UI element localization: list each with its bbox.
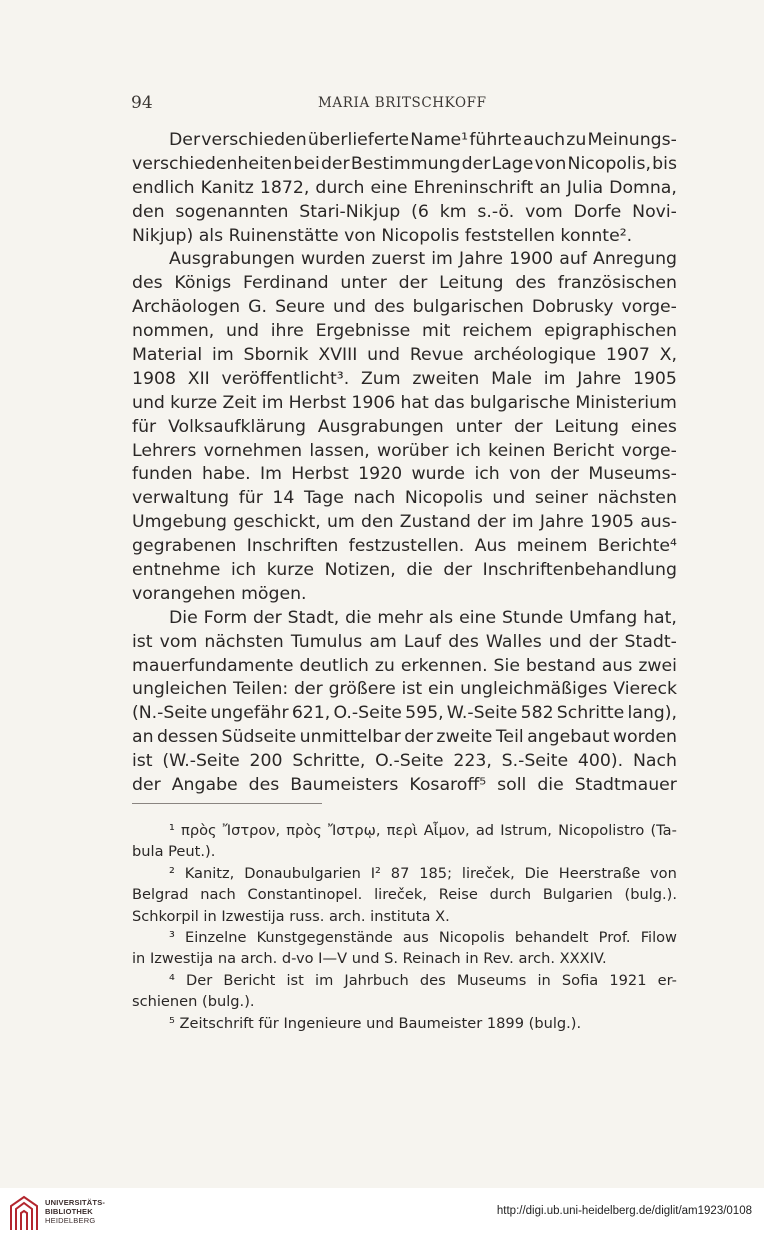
body-text-line: Archäologen G. Seure und des bulgarischen Dobrusky vorge- (132, 297, 677, 318)
body-text-line: Der verschieden überlieferte Name¹ führte auch zu Meinungs- (169, 130, 677, 150)
footnote-line: ³ Einzelne Kunstgegenstände aus Nicopolis behandelt Prof. Filow (169, 928, 677, 946)
permalink-url[interactable]: http://digi.ub.uni-heidelberg.de/diglit/am1923/0108 (496, 1205, 752, 1217)
body-text-line: der Angabe des Baumeisters Kosaroff⁵ soll die Stadtmauer (132, 775, 677, 796)
library-name-line: HEIDELBERG (45, 1216, 96, 1225)
body-text-line: vorangehen mögen. (132, 583, 307, 604)
footnote-line: in Izwestija na arch. d-vo I—V und S. Reinach in Rev. arch. XXXIV. (132, 950, 607, 968)
university-library-logo-icon (9, 1194, 39, 1232)
body-text-line: ist vom nächsten Tumulus am Lauf des Walles und der Stadt- (132, 631, 677, 652)
footnote-line: ¹ πρὸς Ἴστρον, πρὸς Ἴστρῳ, περὶ Αἷμον, ad Istrum, Nicopolistro (Ta- (169, 822, 677, 839)
body-text-line: Nikjup) als Ruinenstätte von Nicopolis feststellen konnte². (132, 225, 633, 246)
footer-bar (0, 1188, 764, 1241)
body-text-line: funden habe. Im Herbst 1920 wurde ich von der Museums- (132, 464, 677, 485)
body-text-line: verschiedenheiten bei der Bestimmung der Lage von Nicopolis, bis (132, 153, 677, 174)
library-name (45, 1198, 105, 1225)
library-name-line: UNIVERSITÄTS- (45, 1198, 106, 1207)
library-name-line: BIBLIOTHEK (45, 1207, 93, 1216)
body-text-line: (N.-Seite ungefähr 621, O.-Seite 595, W.-Seite 582 Schritte lang), (132, 703, 677, 724)
body-text-line: ungleichen Teilen: der größere ist ein ungleichmäßiges Viereck (132, 679, 677, 700)
running-title: MARIA BRITSCHKOFF (318, 95, 487, 111)
body-text-line: Die Form der Stadt, die mehr als eine Stunde Umfang hat, (169, 607, 677, 628)
body-text-line: gegrabenen Inschriften festzustellen. Aus meinem Berichte⁴ (132, 536, 677, 557)
footnote-line: schienen (bulg.). (132, 993, 255, 1011)
footnote-line: ⁵ Zeitschrift für Ingenieure und Baumeister 1899 (bulg.). (169, 1014, 582, 1032)
body-text-line: für Volksaufklärung Ausgrabungen unter der Leitung eines (132, 416, 677, 437)
body-text-line: Umgebung geschickt, um den Zustand der im Jahre 1905 aus- (132, 512, 677, 533)
running-head (131, 93, 676, 113)
footnote-line: Belgrad nach Constantinopel. lireček, Reise durch Bulgarien (bulg.). (132, 886, 677, 904)
body-text-line: verwaltung für 14 Tage nach Nicopolis und seiner nächsten (132, 488, 677, 509)
footnote-line: ⁴ Der Bericht ist im Jahrbuch des Museums in Sofia 1921 er- (169, 971, 677, 989)
footnote-line: Schkorpil in Izwestija russ. arch. instituta X. (132, 907, 450, 925)
body-text-line: mauerfundamente deutlich zu erkennen. Sie bestand aus zwei (132, 655, 677, 676)
body-text-line: entnehme ich kurze Notizen, die der Inschriftenbehandlung (132, 560, 677, 581)
body-text-line: und kurze Zeit im Herbst 1906 hat das bulgarische Ministerium (132, 392, 677, 413)
footnote-line: bula Peut.). (132, 843, 216, 861)
body-text-line: endlich Kanitz 1872, durch eine Ehreninschrift an Julia Domna, (132, 177, 677, 198)
body-text-line: Ausgrabungen wurden zuerst im Jahre 1900 auf Anregung (169, 249, 677, 270)
body-text (132, 129, 677, 798)
body-text-line: Material im Sbornik XVIII und Revue archéologique 1907 X, (132, 345, 677, 366)
body-text-line: 1908 XII veröffentlicht³. Zum zweiten Male im Jahre 1905 (132, 368, 677, 389)
body-text-line: des Königs Ferdinand unter der Leitung des französischen (132, 273, 677, 294)
body-text-line: nommen, und ihre Ergebnisse mit reichem epigraphischen (132, 321, 677, 342)
body-text-line: Lehrers vornehmen lassen, worüber ich keinen Bericht vorge- (132, 440, 677, 461)
body-text-line: an dessen Südseite unmittelbar der zweite Teil angebaut worden (132, 727, 677, 748)
footnote-separator (132, 803, 322, 804)
footnotes (132, 820, 677, 1034)
body-text-line: den sogenannten Stari-Nikjup (6 km s.-ö. vom Dorfe Novi- (132, 201, 677, 222)
body-text-line: ist (W.-Seite 200 Schritte, O.-Seite 223, S.-Seite 400). Nach (132, 751, 677, 772)
footnote-line: ² Kanitz, Donaubulgarien I² 87 185; lireček, Die Heerstraße von (169, 864, 677, 882)
page-number: 94 (131, 93, 153, 113)
